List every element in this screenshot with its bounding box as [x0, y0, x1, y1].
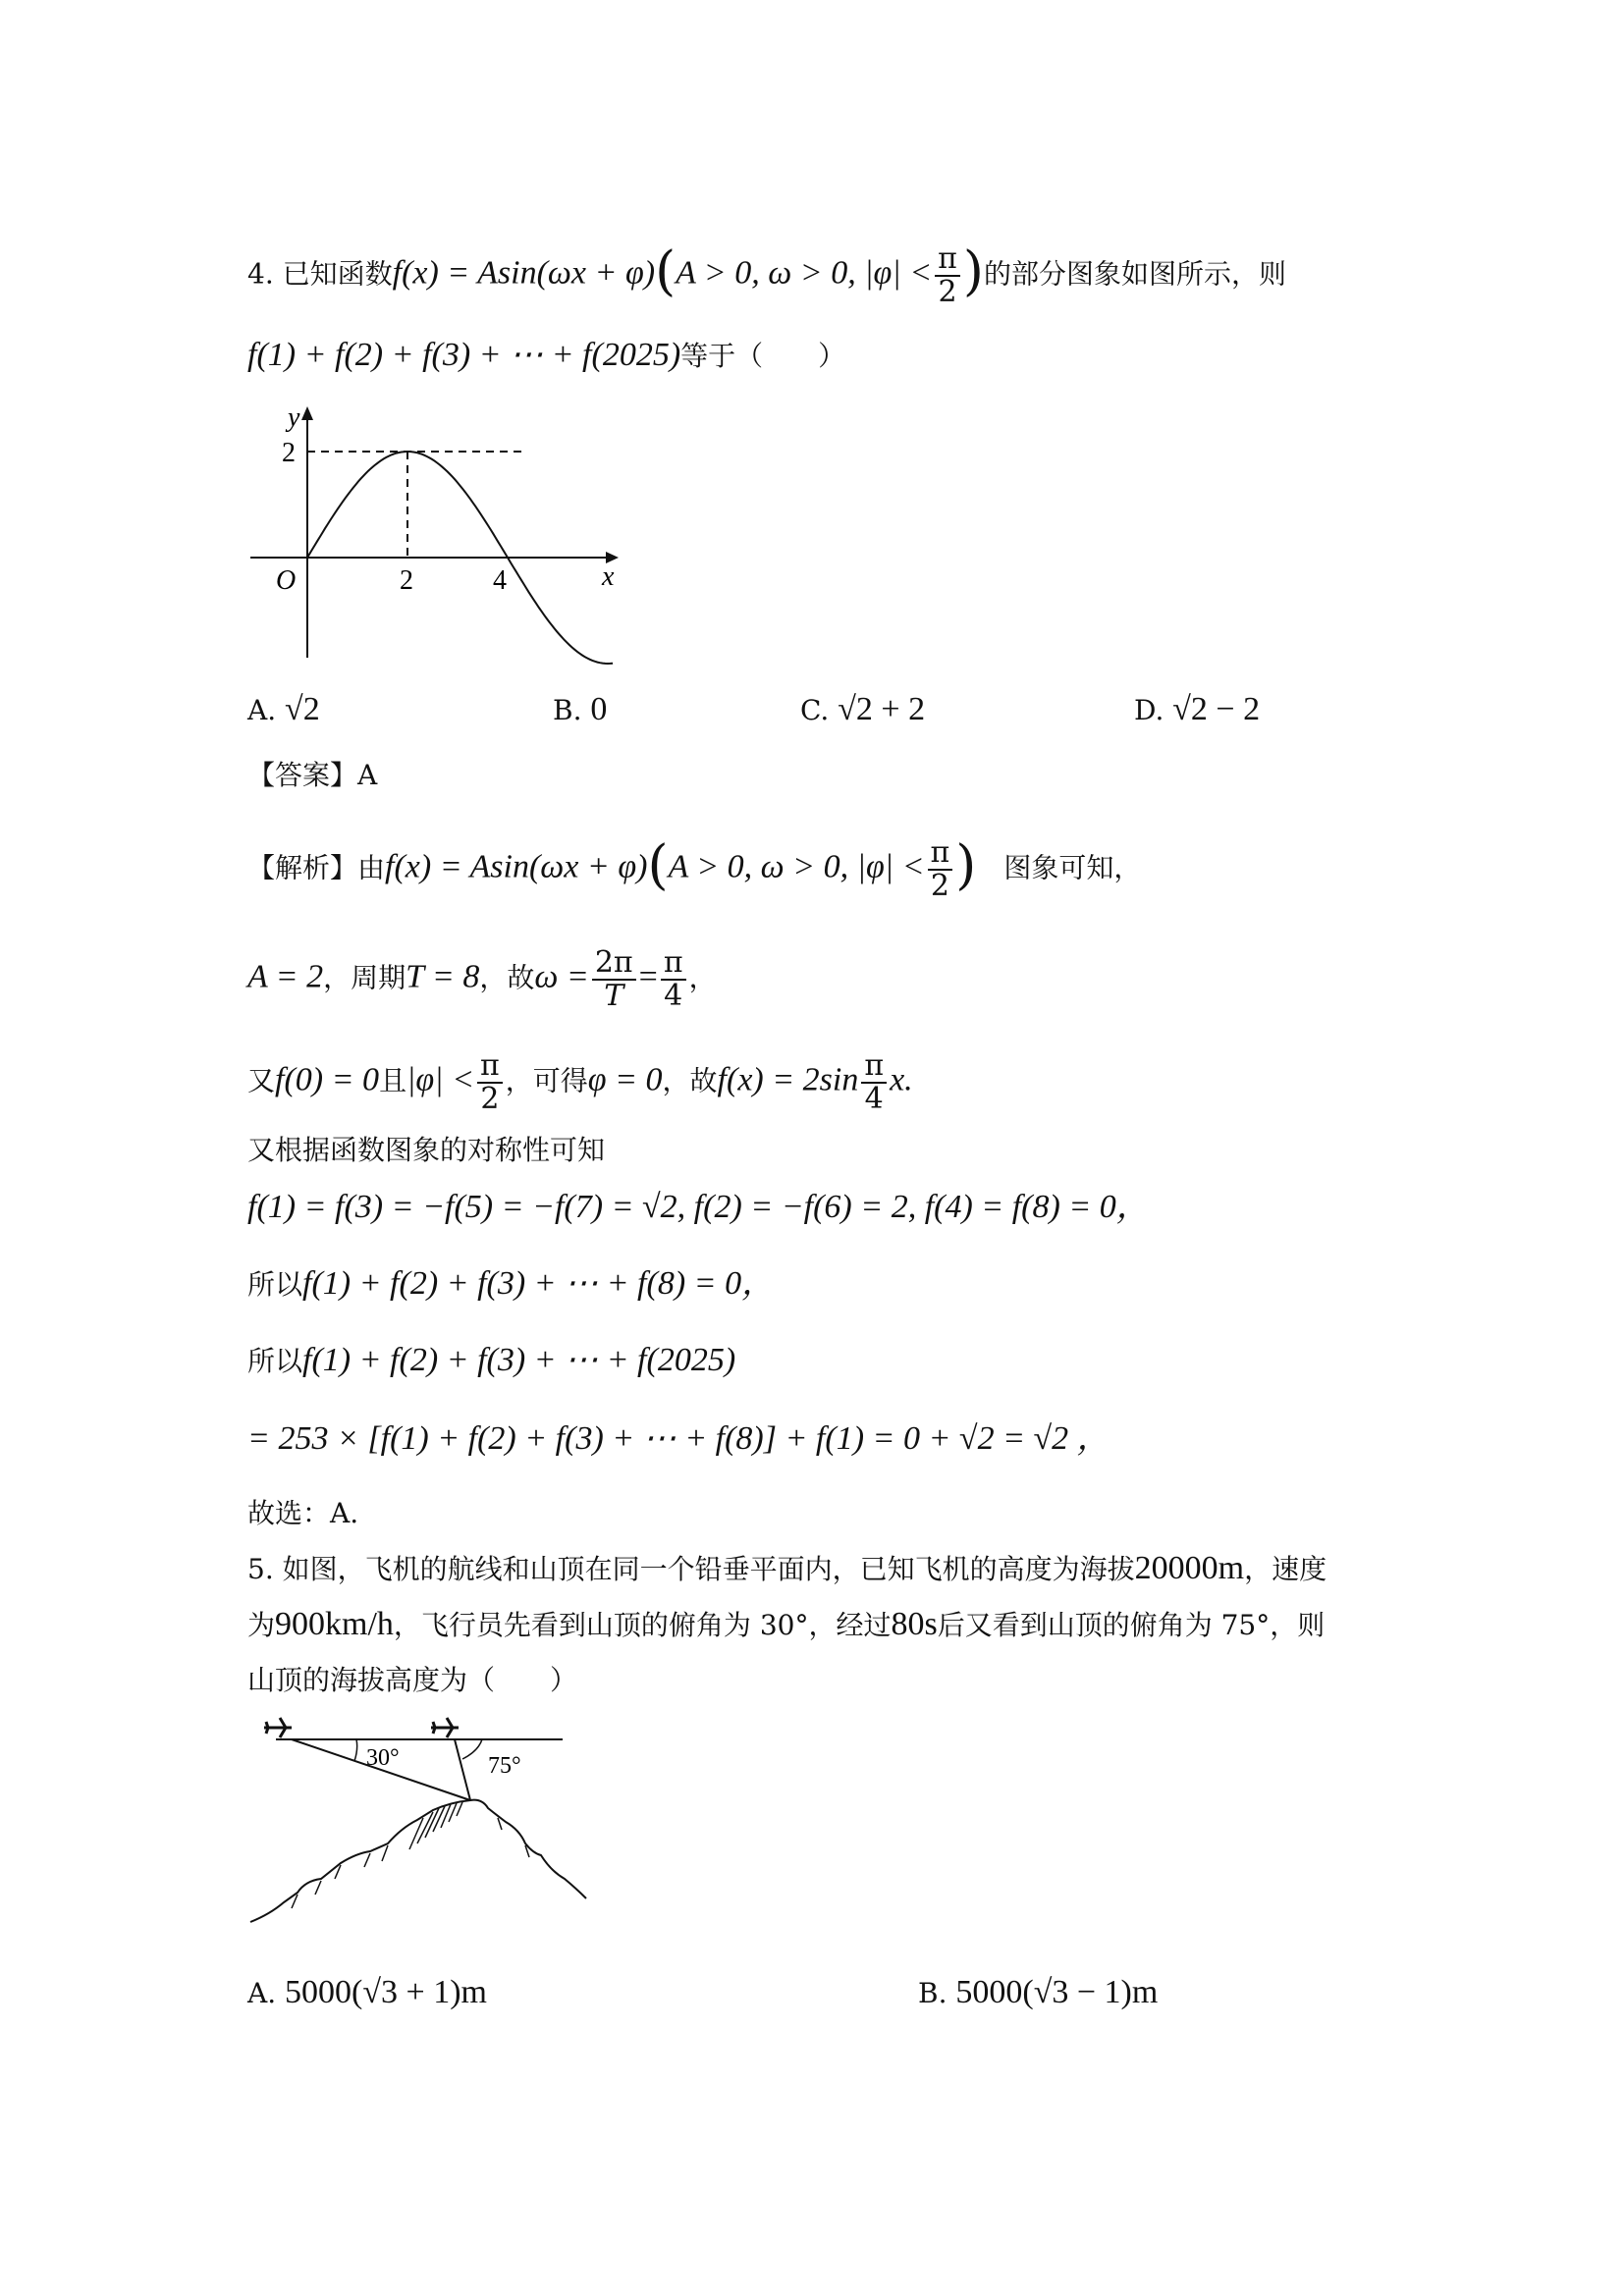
option-value: √2 — [285, 691, 320, 727]
q4-analysis-line6 — [247, 1264, 775, 1305]
period-label: ，周期 — [323, 961, 406, 994]
q5-text: 后又看到山顶的俯角为 75°，则 — [937, 1609, 1326, 1641]
q5-stem-line3: 山顶的海拔高度为（ ） — [247, 1664, 578, 1696]
q4-analysis-line2 — [247, 947, 717, 1012]
get-label: ，可得 — [505, 1064, 588, 1097]
q4-prefix: 4. 已知函数 — [247, 257, 393, 291]
angle-arc-75 — [462, 1739, 482, 1759]
q5-airplane-mountain-figure — [241, 1706, 614, 1942]
frac-den: 4 — [664, 979, 683, 1013]
q4-sum-expression: f(1) + f(2) + f(3) + ⋯ + f(2025) — [247, 337, 681, 373]
sight-line-75 — [455, 1739, 470, 1800]
q5-speed: 900km/h — [275, 1606, 394, 1642]
frac-num: π — [928, 837, 953, 871]
equals: = — [638, 958, 658, 995]
so-label: ，故 — [479, 961, 535, 994]
frac-pi-2 — [477, 1050, 503, 1115]
f-zero: f(0) = 0 — [275, 1061, 380, 1098]
option-value: 0 — [590, 691, 608, 727]
x-axis-label: x — [602, 561, 615, 592]
y-axis-label: y — [288, 402, 300, 433]
option-letter: B. — [918, 1977, 947, 2009]
phi-value: φ = 0 — [587, 1061, 663, 1098]
option-letter: D. — [1134, 694, 1164, 726]
q4-analysis-line1 — [247, 833, 1142, 903]
q4-conclusion: 故选：A. — [247, 1497, 359, 1529]
q5-time: 80s — [891, 1606, 938, 1642]
frac-den: 2 — [480, 1082, 500, 1116]
frac-num: π — [477, 1050, 503, 1084]
phi-condition: |φ| < — [406, 1061, 475, 1098]
q5-stem-line1 — [247, 1549, 1326, 1589]
q4-option-a[interactable] — [247, 690, 320, 730]
q5-height: 20000m — [1134, 1550, 1245, 1586]
q4-analysis-line3 — [247, 1050, 913, 1115]
comma: ， — [688, 961, 717, 994]
therefore-label: 所以 — [247, 1345, 303, 1377]
angle-label-30: 30° — [366, 1745, 400, 1771]
q5-text: ，速度 — [1244, 1553, 1327, 1585]
q4-stem-line2 — [247, 336, 845, 376]
mountain-outline — [250, 1800, 586, 1922]
q4-stem-end: 等于（ ） — [680, 340, 846, 372]
option-value: 5000(√3 − 1)m — [955, 1974, 1159, 2010]
q4-analysis-line8: = 253 × [f(1) + f(2) + f(3) + ⋯ + f(8)] + f(1) = 0 + √2 = √2 ， — [247, 1420, 1110, 1457]
analysis-func: f(x) = Asin(ωx + φ) — [385, 848, 648, 885]
option-value: √2 − 2 — [1172, 691, 1261, 727]
x-tick-2: 2 — [400, 565, 413, 596]
angle-arc-30 — [354, 1739, 357, 1761]
frac-num: π — [861, 1050, 887, 1084]
period: T = 8 — [406, 958, 480, 995]
omega: ω = — [534, 958, 589, 995]
frac-pi-4 — [861, 1050, 887, 1115]
frac-2pi-T — [592, 947, 636, 1012]
q4-option-b[interactable] — [553, 690, 607, 730]
q5-stem-line2 — [247, 1605, 1325, 1645]
mountain-hatching — [292, 1802, 529, 1908]
frac-den: T — [604, 979, 624, 1013]
option-letter: B. — [553, 694, 582, 726]
q5-text: 5. 如图，飞机的航线和山顶在同一个铅垂平面内，已知飞机的高度为海拔 — [247, 1553, 1135, 1585]
and-label: 且 — [379, 1064, 407, 1097]
q4-analysis-line4: 又根据函数图象的对称性可知 — [247, 1134, 606, 1166]
origin-label: O — [276, 565, 297, 596]
q4-paren-close: ) — [962, 240, 984, 302]
amplitude: A = 2 — [247, 958, 324, 995]
q4-frac-pi-2 — [935, 243, 960, 308]
y-tick-2: 2 — [282, 438, 296, 468]
q5-text: ，飞行员先看到山顶的俯角为 30°，经过 — [393, 1609, 892, 1641]
q4-sine-graph — [241, 393, 633, 667]
analysis-paren-close: ) — [955, 833, 977, 896]
therefore-label: 所以 — [247, 1268, 303, 1301]
q4-option-d[interactable] — [1134, 690, 1260, 730]
also-label: 又 — [247, 1064, 276, 1097]
q4-func-def: f(x) = Asin(ωx + φ) — [392, 254, 656, 292]
x-tick-4: 4 — [493, 565, 507, 596]
q4-paren-open: ( — [655, 240, 677, 302]
frac-pi-4 — [661, 947, 686, 1012]
analysis-paren-open: ( — [647, 833, 669, 896]
q4-stem-line1 — [247, 240, 1286, 309]
q4-frac-den: 2 — [938, 275, 957, 309]
q5-option-b[interactable] — [918, 1973, 1158, 2013]
q4-analysis-line7 — [247, 1341, 735, 1381]
q4-stem-tail: 的部分图象如图所示，则 — [983, 257, 1286, 291]
sum-eight: f(1) + f(2) + f(3) + ⋯ + f(8) = 0， — [302, 1265, 776, 1302]
frac-den: 2 — [930, 869, 949, 903]
frac-num: π — [661, 947, 686, 981]
sum-2025: f(1) + f(2) + f(3) + ⋯ + f(2025) — [302, 1342, 736, 1378]
q5-text: 为 — [247, 1609, 276, 1641]
q4-option-c[interactable] — [800, 690, 925, 730]
analysis-tail: 图象可知， — [1003, 851, 1142, 884]
q4-analysis-line5: f(1) = f(3) = −f(5) = −f(7) = √2, f(2) = −f(6) = 2, f(4) = f(8) = 0， — [247, 1189, 1150, 1225]
option-letter: A. — [247, 1977, 277, 2009]
x-end: x. — [890, 1061, 913, 1098]
so-label: ，故 — [662, 1064, 718, 1097]
frac-num: 2π — [592, 947, 636, 981]
option-value: √2 + 2 — [838, 691, 926, 727]
frac-den: 4 — [864, 1082, 884, 1116]
analysis-label: 【解析】由 — [247, 851, 386, 884]
airplane-icon — [264, 1718, 292, 1737]
q4-condition: A > 0, ω > 0, |φ| < — [676, 254, 933, 292]
analysis-cond: A > 0, ω > 0, |φ| < — [668, 848, 925, 885]
analysis-frac — [928, 837, 953, 902]
y-axis-arrow — [301, 406, 313, 420]
q5-option-a[interactable] — [247, 1973, 487, 2013]
option-letter: A. — [247, 694, 277, 726]
angle-label-75: 75° — [488, 1753, 521, 1779]
airplane-icon — [431, 1718, 459, 1737]
option-letter: C. — [800, 694, 830, 726]
option-value: 5000(√3 + 1)m — [285, 1974, 487, 2010]
fx-result: f(x) = 2sin — [717, 1061, 859, 1098]
q4-answer: 【答案】A — [247, 759, 378, 791]
q4-frac-num: π — [935, 243, 960, 277]
